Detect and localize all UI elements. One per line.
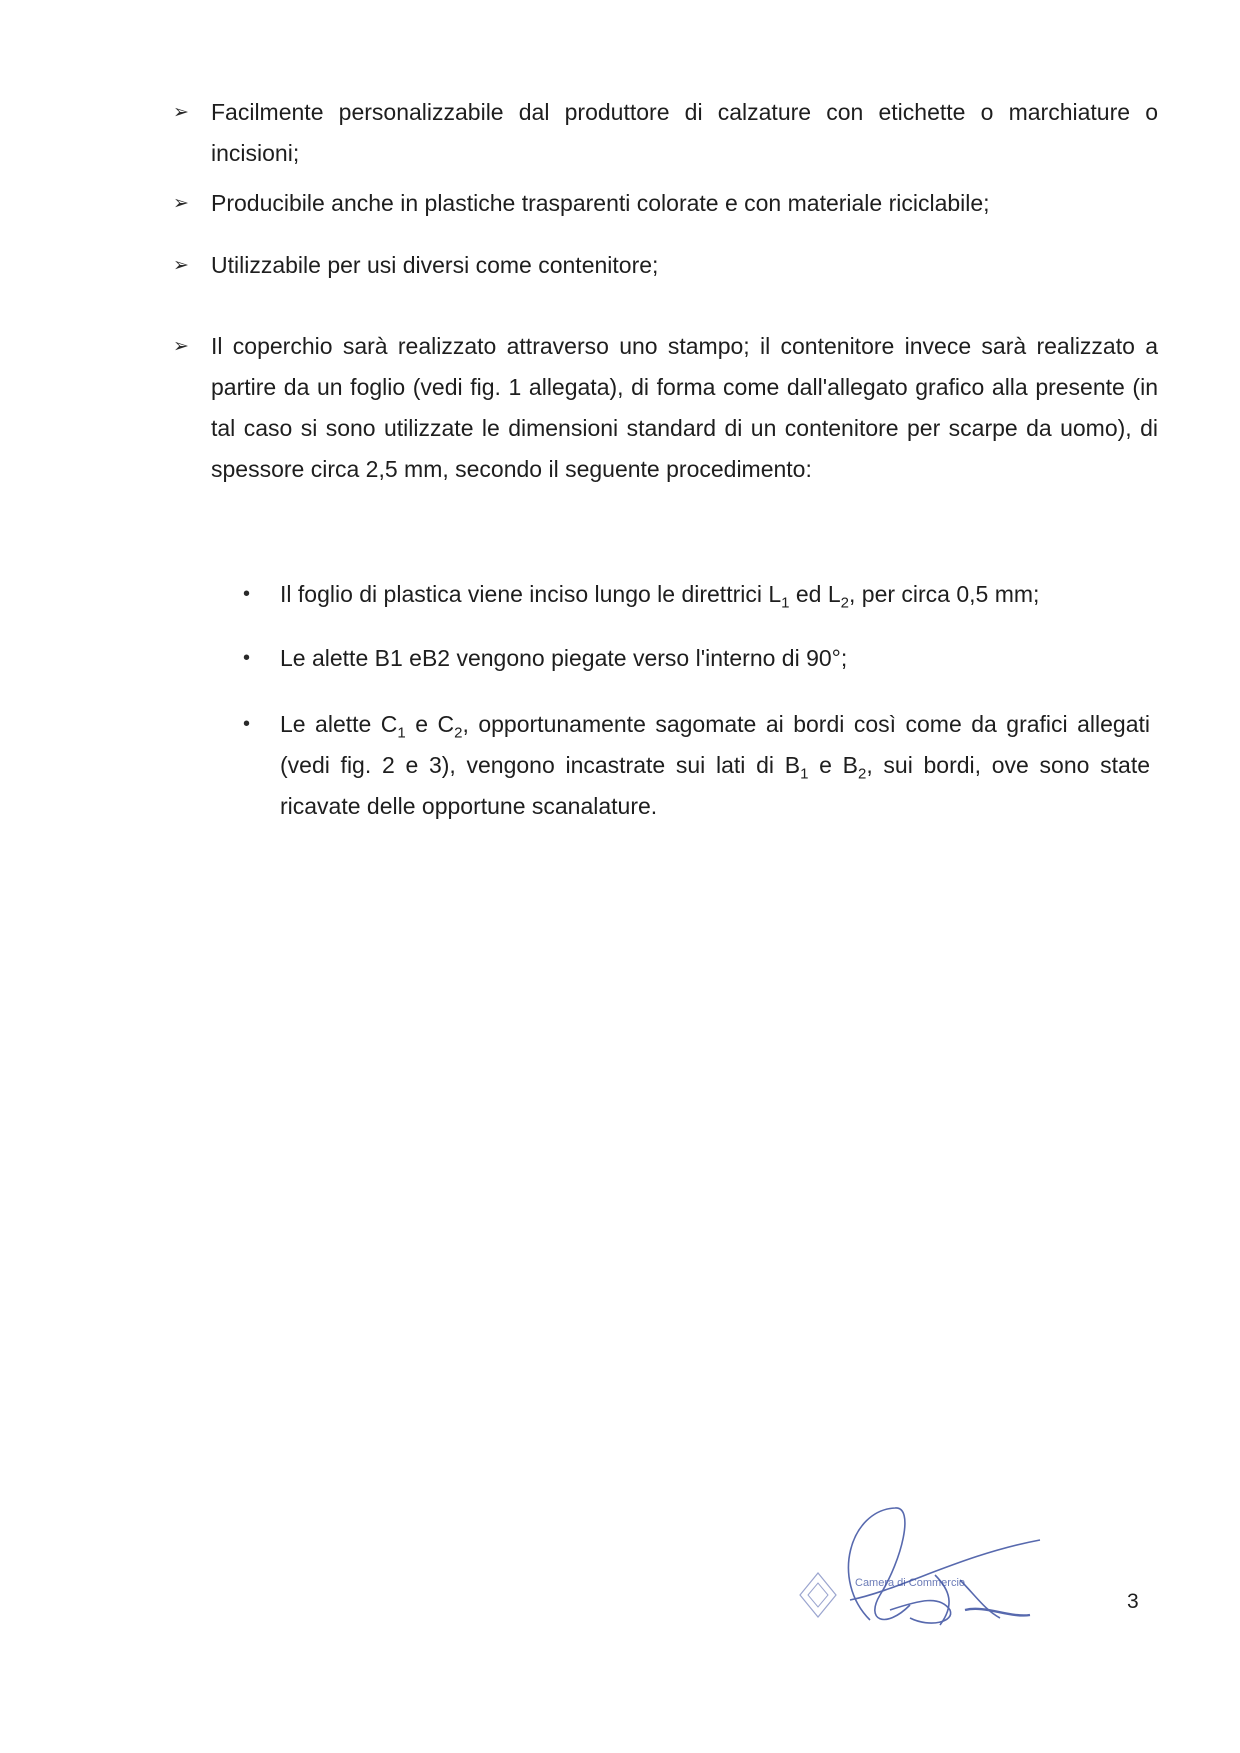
sub-item-1 <box>243 574 1150 615</box>
svg-text:Camera di Commercio: Camera di Commercio <box>855 1577 966 1589</box>
arrow-bullet-icon: ➢ <box>173 336 189 357</box>
signature-stamp <box>790 1500 1060 1660</box>
sub-item-text: Le alette B1 eB2 vengono piegate verso l'interno di 90°; <box>280 645 848 671</box>
bullet-item-2 <box>173 183 1158 224</box>
bullet-text: Utilizzabile per usi diversi come contenitore; <box>211 252 659 278</box>
arrow-bullet-icon: ➢ <box>173 255 189 276</box>
bullet-item-4 <box>173 326 1158 490</box>
sub-item-text: Le alette $C_1$ e $C_2$, opportunamente sagomate ai bordi così come da grafici allegati (vedi fig. 2 e 3), vengono incastrate sui lati di $B_1$ e $B_2$, sui bordi, ove sono state ricavate delle opportune scanalature. <box>280 711 1150 819</box>
sub-item-text: Il foglio di plastica viene inciso lungo le direttrici $L_1$ ed $L_2$, per circa 0,5 mm; <box>280 581 1040 612</box>
page-number: 3 <box>1127 1590 1139 1613</box>
arrow-bullet-icon: ➢ <box>173 193 189 214</box>
dot-bullet-icon: • <box>243 583 251 605</box>
bullet-text: Il coperchio sarà realizzato attraverso uno stampo; il contenitore invece sarà realizzato a partire da un foglio (vedi fig. 1 allegata), di forma come dall'allegato grafico alla presente (in tal caso si sono utilizzate le dimensioni standard di un contenitore per scarpe da uomo), di spessore circa 2,5 mm, secondo il seguente procedimento: <box>211 333 1158 482</box>
sub-item-3 <box>243 704 1150 827</box>
bullet-text: Producibile anche in plastiche trasparenti colorate e con materiale riciclabile; <box>211 190 990 216</box>
dot-bullet-icon: • <box>243 647 251 669</box>
sub-item-2 <box>243 638 1150 679</box>
bullet-item-1 <box>173 92 1158 174</box>
arrow-bullet-icon: ➢ <box>173 102 189 123</box>
bullet-text: Facilmente personalizzabile dal produttore di calzature con etichette o marchiature o incisioni; <box>211 99 1158 166</box>
dot-bullet-icon: • <box>243 713 251 735</box>
bullet-item-3 <box>173 245 1158 286</box>
